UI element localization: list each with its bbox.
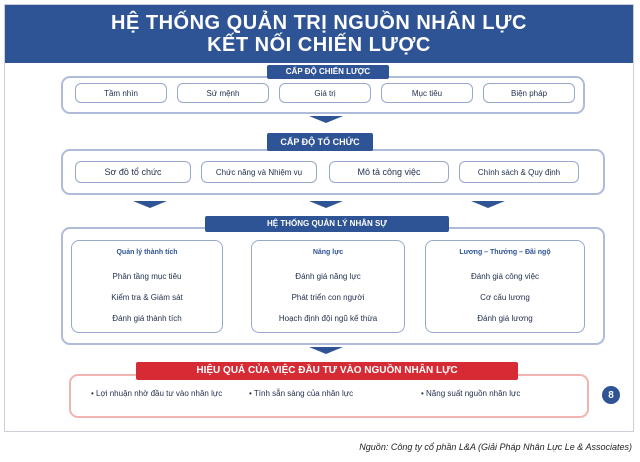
org-item-functions: Chức năng và Nhiệm vụ bbox=[201, 161, 317, 183]
hr-card-item: Phát triển con người bbox=[291, 293, 365, 302]
title-line-1: HỆ THỐNG QUẢN TRỊ NGUỒN NHÂN LỰC bbox=[111, 12, 527, 34]
effectiveness-item: Tính sẵn sàng của nhân lực bbox=[253, 389, 354, 398]
strategic-item-vision: Tầm nhìn bbox=[75, 83, 167, 103]
strategic-item-mission: Sứ mệnh bbox=[177, 83, 269, 103]
arrow-down-icon bbox=[309, 201, 343, 208]
diagram-frame bbox=[4, 4, 634, 432]
strategic-item-measures: Biện pháp bbox=[483, 83, 575, 103]
hr-card-item: Kiểm tra & Giám sát bbox=[111, 293, 183, 302]
hr-card-item: Đánh giá năng lực bbox=[295, 272, 361, 281]
org-item-chart: Sơ đồ tổ chức bbox=[75, 161, 191, 183]
strategic-item-goals: Mục tiêu bbox=[381, 83, 473, 103]
org-item-policies: Chính sách & Quy định bbox=[459, 161, 579, 183]
effectiveness-bullet: • Lợi nhuận nhờ đầu tư vào nhân lực bbox=[91, 389, 223, 398]
hr-card-item: Cơ cấu lương bbox=[480, 293, 530, 302]
hr-card-title: Năng lực bbox=[312, 249, 344, 256]
hr-system-label: HỆ THỐNG QUẢN LÝ NHÂN SỰ bbox=[205, 216, 449, 232]
arrow-down-icon bbox=[133, 201, 167, 208]
diagram-header bbox=[5, 5, 633, 63]
hr-card-item: Hoạch định đội ngũ kế thừa bbox=[278, 314, 378, 323]
strategic-level-label: CẤP ĐỘ CHIẾN LƯỢC bbox=[267, 65, 389, 79]
hr-card-item: Phân tầng mục tiêu bbox=[112, 272, 182, 281]
effectiveness-item: Lợi nhuận nhờ đầu tư vào nhân lực bbox=[96, 389, 223, 398]
effectiveness-label: HIỆU QUẢ CỦA VIỆC ĐẦU TƯ VÀO NGUỒN NHÂN LỰC bbox=[136, 362, 518, 380]
org-item-job-description: Mô tả công việc bbox=[329, 161, 449, 183]
hr-card-performance bbox=[71, 240, 223, 333]
source-note: Nguồn: Công ty cổ phần L&A (Giải Pháp Nhân Lực Le & Associates) bbox=[359, 442, 632, 452]
strategic-item-values: Giá trị bbox=[279, 83, 371, 103]
effectiveness-bullet: • Năng suất nguồn nhân lực bbox=[421, 389, 521, 398]
arrow-down-icon bbox=[309, 347, 343, 354]
arrow-down-icon bbox=[471, 201, 505, 208]
hr-card-compensation bbox=[425, 240, 585, 333]
hr-card-title: Lương – Thưởng – Đãi ngộ bbox=[459, 249, 551, 256]
hr-card-item: Đánh giá thành tích bbox=[112, 314, 182, 323]
effectiveness-bullet: • Tính sẵn sàng của nhân lực bbox=[249, 389, 354, 398]
hr-card-item: Đánh giá lương bbox=[477, 314, 533, 323]
organizational-level-label: CẤP ĐỘ TỔ CHỨC bbox=[267, 133, 373, 151]
hr-card-competency bbox=[251, 240, 405, 333]
hr-card-title: Quản lý thành tích bbox=[116, 249, 178, 256]
page-number-badge: 8 bbox=[602, 386, 620, 404]
hr-card-item: Đánh giá công việc bbox=[470, 272, 540, 281]
effectiveness-item: Năng suất nguồn nhân lực bbox=[426, 389, 521, 398]
title-line-2: KẾT NỐI CHIẾN LƯỢC bbox=[207, 34, 431, 56]
arrow-down-icon bbox=[309, 116, 343, 123]
